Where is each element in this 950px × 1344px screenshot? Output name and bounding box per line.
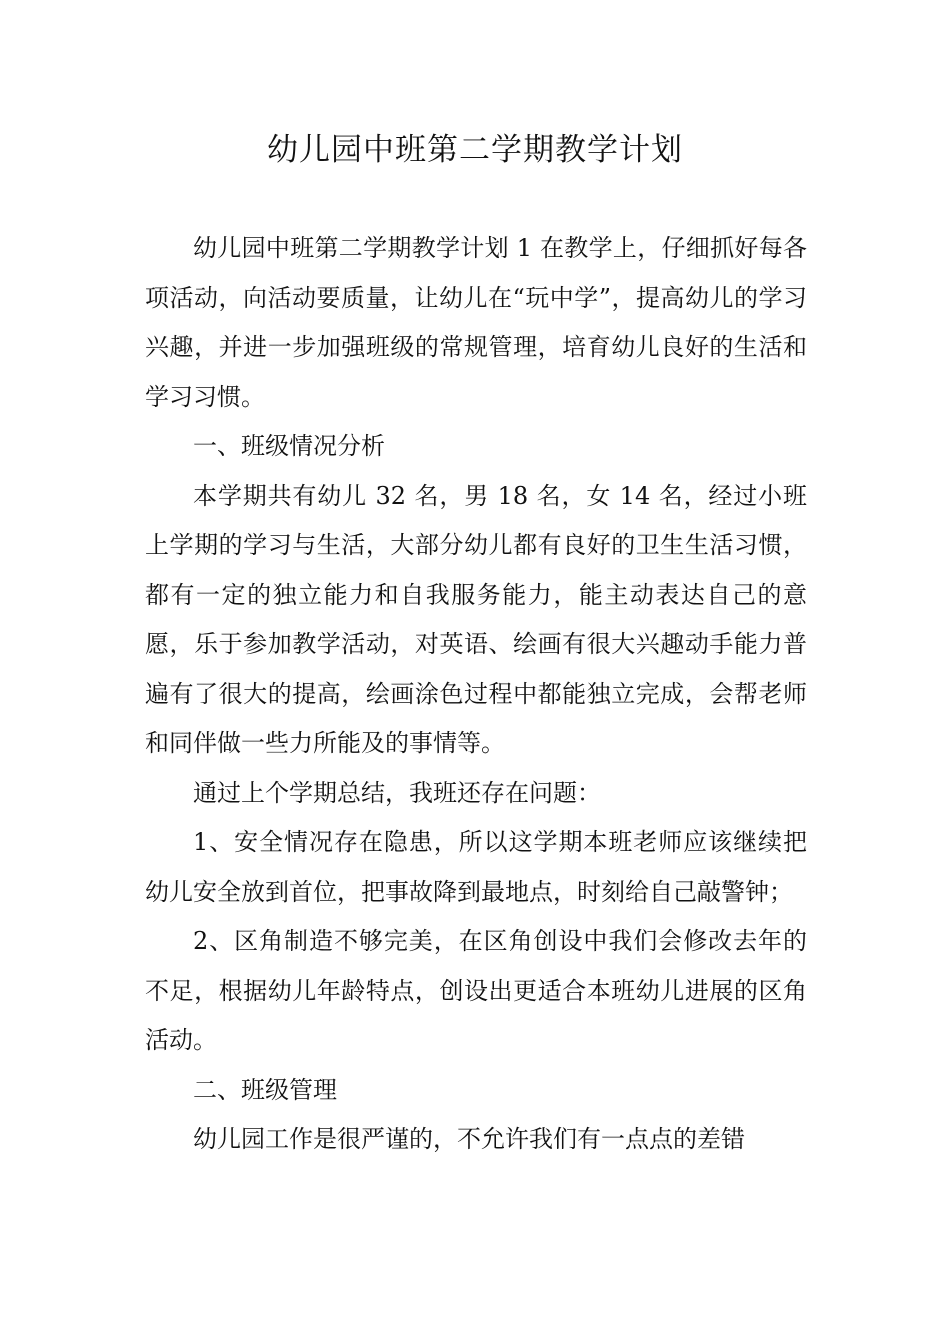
paragraph-problem-2: 2、区角制造不够完美，在区角创设中我们会修改去年的不足，根据幼儿年龄特点，创设出更适合本班幼儿进展的区角活动。 xyxy=(145,927,807,1054)
section-heading-class-management: 二、班级管理 xyxy=(193,1075,337,1104)
paragraph-intro: 幼儿园中班第二学期教学计划 1 在教学上，仔细抓好每各项活动，向活动要质量，让幼儿在“玩中学”，提高幼儿的学习兴趣，并进一步加强班级的常规管理，培育幼儿良好的生活和学习习惯。 xyxy=(145,234,807,411)
paragraph-class-analysis: 本学期共有幼儿 32 名，男 18 名，女 14 名，经过小班上学期的学习与生活，大部分幼儿都有良好的卫生生活习惯，都有一定的独立能力和自我服务能力，能主动表达自己的意愿，乐于参加教学活动，对英语、绘画有很大兴趣动手能力普遍有了很大的提高，绘画涂色过程中都能独立完成，会帮老师和同伴做一些力所能及的事情等。 xyxy=(145,481,807,757)
document-body xyxy=(145,224,807,1165)
paragraph-problems-intro: 通过上个学期总结，我班还存在问题： xyxy=(193,778,601,807)
paragraph-problem-1: 1、安全情况存在隐患，所以这学期本班老师应该继续把幼儿安全放到首位，把事故降到最地点，时刻给自己敲警钟； xyxy=(145,828,807,906)
section-heading-class-analysis: 一、班级情况分析 xyxy=(193,432,385,460)
document-title: 幼儿园中班第二学期教学计划 xyxy=(267,132,683,168)
paragraph-class-management: 幼儿园工作是很严谨的，不允许我们有一点点的差错 xyxy=(193,1125,745,1153)
